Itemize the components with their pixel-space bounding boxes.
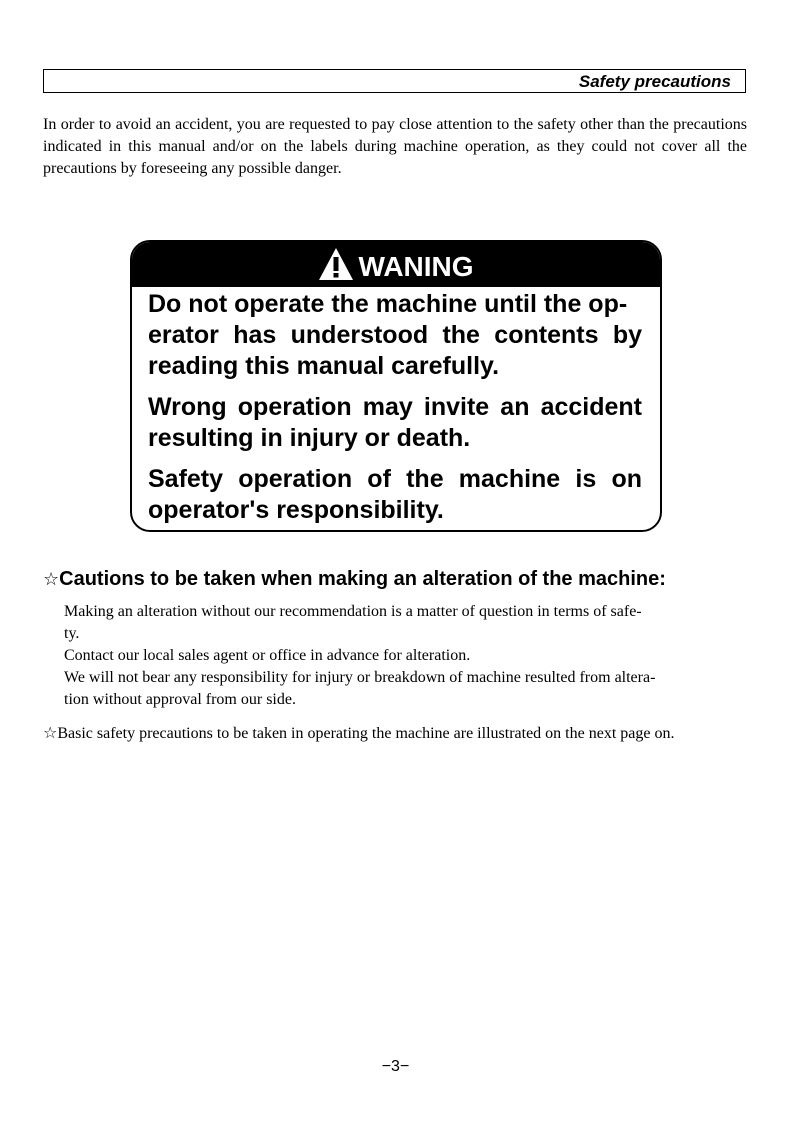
alteration-line: Contact our local sales agent or office in advance for alteration. <box>64 647 471 664</box>
alteration-line: Making an alteration without our recommendation is a matter of question in terms of safe- ty. <box>64 603 642 642</box>
page-title: Safety precautions <box>578 72 731 91</box>
star-icon: ☆ <box>43 723 58 742</box>
star-icon: ☆ <box>43 569 60 590</box>
alteration-line: We will not bear any responsibility for injury or breakdown of machine resulted from altera- tion without approval from our side. <box>64 669 656 708</box>
basic-precautions-text: Basic safety precautions to be taken in operating the machine are illustrated on the next page on. <box>57 725 675 742</box>
header-box <box>43 69 746 93</box>
basic-precautions-note <box>43 722 747 745</box>
intro-paragraph: In order to avoid an accident, you are requested to pay close attention to the safety other than the precautions indicated in this manual and/or on the labels during machine operation, as they could not cover all the precautions by foreseeing any possible danger. <box>43 116 747 177</box>
warning-paragraph: Do not operate the machine until the op- erator has understood the contents by reading this manual carefully. <box>148 290 642 380</box>
warning-header <box>132 242 660 287</box>
alteration-heading-text: Cautions to be taken when making an alteration of the machine: <box>59 568 666 590</box>
warning-box <box>130 240 662 532</box>
warning-paragraph: Wrong operation may invite an accident resulting in injury or death. <box>148 393 642 452</box>
page-number: −3− <box>381 1058 410 1075</box>
warning-body <box>132 287 660 526</box>
warning-triangle-icon <box>318 247 354 281</box>
alteration-heading <box>43 566 666 593</box>
alteration-body <box>64 601 747 711</box>
warning-paragraph: Safety operation of the machine is on operator's responsibility. <box>148 465 642 524</box>
warning-title: WANING <box>358 250 474 282</box>
